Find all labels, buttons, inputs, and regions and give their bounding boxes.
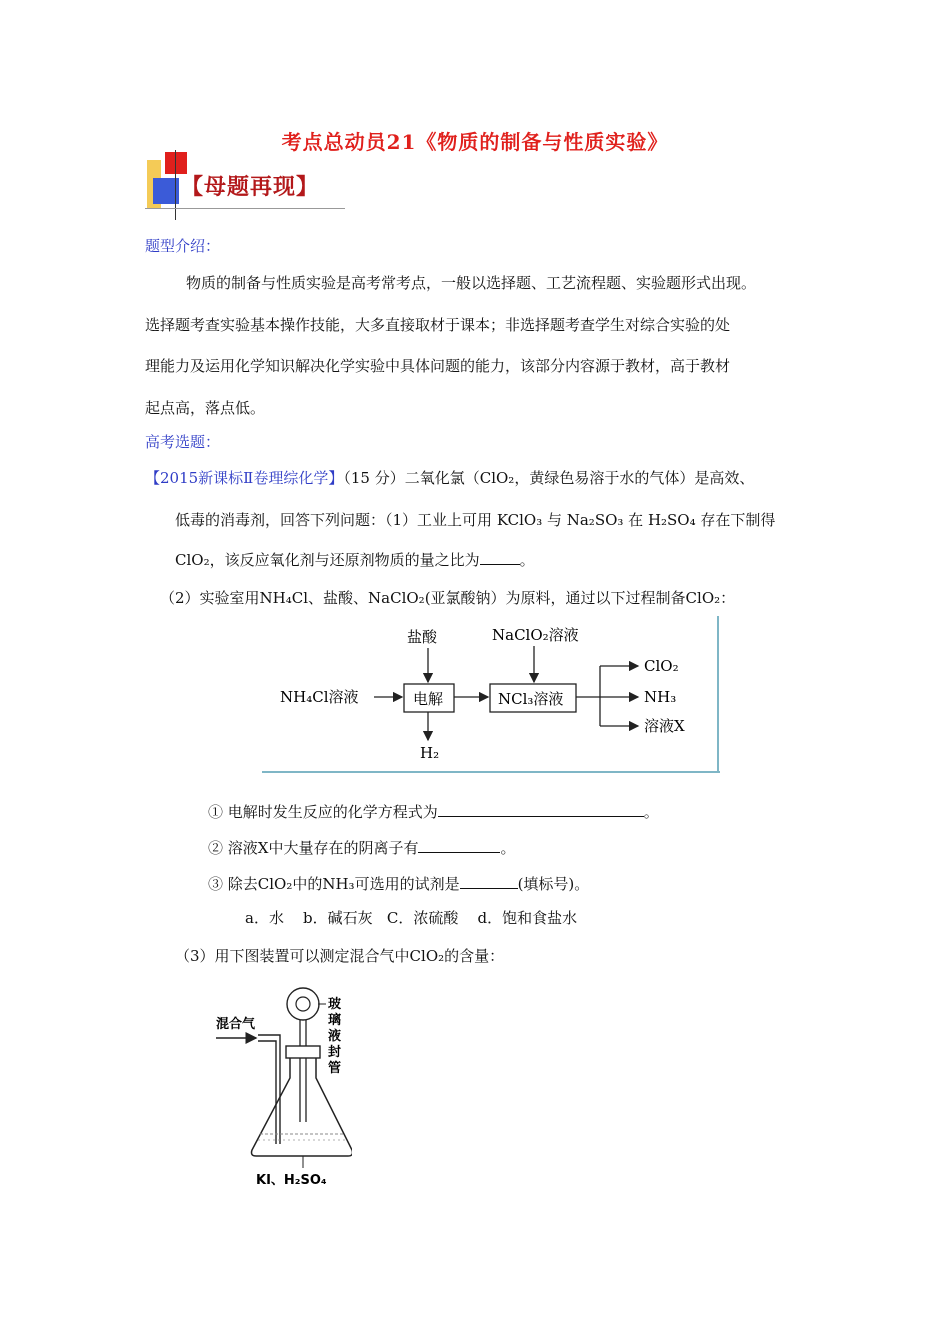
flow-label-elec: 电解	[413, 690, 444, 708]
apparatus-label-tube: 璃	[328, 1013, 342, 1028]
badge-decoration	[145, 208, 345, 209]
flow-label-out: ClO₂	[644, 657, 679, 675]
flow-label-h2: H₂	[420, 744, 440, 762]
section-badge	[145, 150, 350, 222]
question-text: ① 电解时发生反应的化学方程式为	[208, 803, 438, 821]
question-line: （3）用下图装置可以测定混合气中ClO₂的含量：	[175, 947, 505, 965]
question-text: ClO₂，该反应氧化剂与还原剂物质的量之比为	[175, 551, 480, 569]
flow-label-ncl3: NCl₃溶液	[498, 690, 564, 708]
question-text: ② 溶液X中大量存在的阴离子有	[208, 839, 419, 857]
question-line	[145, 468, 754, 488]
section-heading-questions: 高考选题：	[145, 433, 221, 451]
flow-label-naclo2: NaClO₂溶液	[492, 626, 579, 644]
badge-decoration	[175, 150, 176, 220]
answer-blank	[438, 802, 644, 817]
answer-blank	[418, 838, 500, 853]
answer-blank	[460, 874, 518, 889]
inlet-tube	[258, 1035, 280, 1144]
question-text: 。	[500, 839, 516, 857]
flow-label-out: 溶液X	[644, 717, 685, 735]
flow-diagram	[262, 616, 722, 774]
question-line	[208, 838, 515, 858]
apparatus-label-tube: 封	[328, 1045, 342, 1060]
question-line: 低毒的消毒剂，回答下列问题：（1）工业上可用 KClO₃ 与 Na₂SO₃ 在 H₂SO₄ 存在下制得	[175, 511, 776, 529]
bulb	[287, 988, 319, 1020]
intro-line: 理能力及运用化学知识解决化学实验中具体问题的能力，该部分内容源于教材，高于教材	[145, 357, 731, 375]
question-text: 。	[643, 803, 659, 821]
flow-label-hcl: 盐酸	[407, 628, 438, 646]
apparatus-label-tube: 玻	[328, 997, 342, 1012]
question-line: （2）实验室用NH₄Cl、盐酸、NaClO₂(亚氯酸钠）为原料，通过以下过程制备ClO₂：	[160, 589, 736, 607]
intro-line: 选择题考查实验基本操作技能，大多直接取材于课本；非选择题考查学生对综合实验的处	[145, 316, 731, 334]
question-line	[208, 802, 659, 822]
question-text: (填标号)。	[517, 875, 590, 893]
stopper	[286, 1046, 320, 1058]
flow-label-nh4cl: NH₄Cl溶液	[280, 688, 359, 706]
question-line	[175, 550, 535, 570]
apparatus-label-solution: KI、H₂SO₄	[256, 1173, 327, 1188]
intro-line: 物质的制备与性质实验是高考常考点，一般以选择题、工艺流程题、实验题形式出现。	[186, 274, 757, 292]
apparatus-label-tube: 液	[328, 1029, 342, 1044]
question-text: （15 分）二氧化氯（ClO₂，黄绿色易溶于水的气体）是高效、	[343, 469, 755, 487]
apparatus-label-gas: 混合气	[216, 1017, 256, 1032]
question-text: 。	[519, 551, 535, 569]
flow-label-out: NH₃	[644, 688, 677, 706]
question-line	[208, 874, 589, 894]
badge-label: 【母题再现】	[181, 174, 320, 200]
options-line: a．水 b．碱石灰 C．浓硫酸 d．饱和食盐水	[245, 909, 578, 927]
intro-line: 起点高，落点低。	[145, 399, 266, 417]
answer-blank	[480, 550, 520, 565]
section-heading-intro: 题型介绍：	[145, 237, 221, 255]
question-text: ③ 除去ClO₂中的NH₃可选用的试剂是	[208, 875, 460, 893]
apparatus-label-tube: 管	[328, 1061, 342, 1076]
question-source: 【2015新课标Ⅱ卷理综化学】	[145, 469, 344, 487]
apparatus-diagram	[212, 982, 352, 1192]
page-title: 考点总动员21《物质的制备与性质实验》	[281, 130, 669, 154]
seal-tube	[300, 1020, 306, 1122]
